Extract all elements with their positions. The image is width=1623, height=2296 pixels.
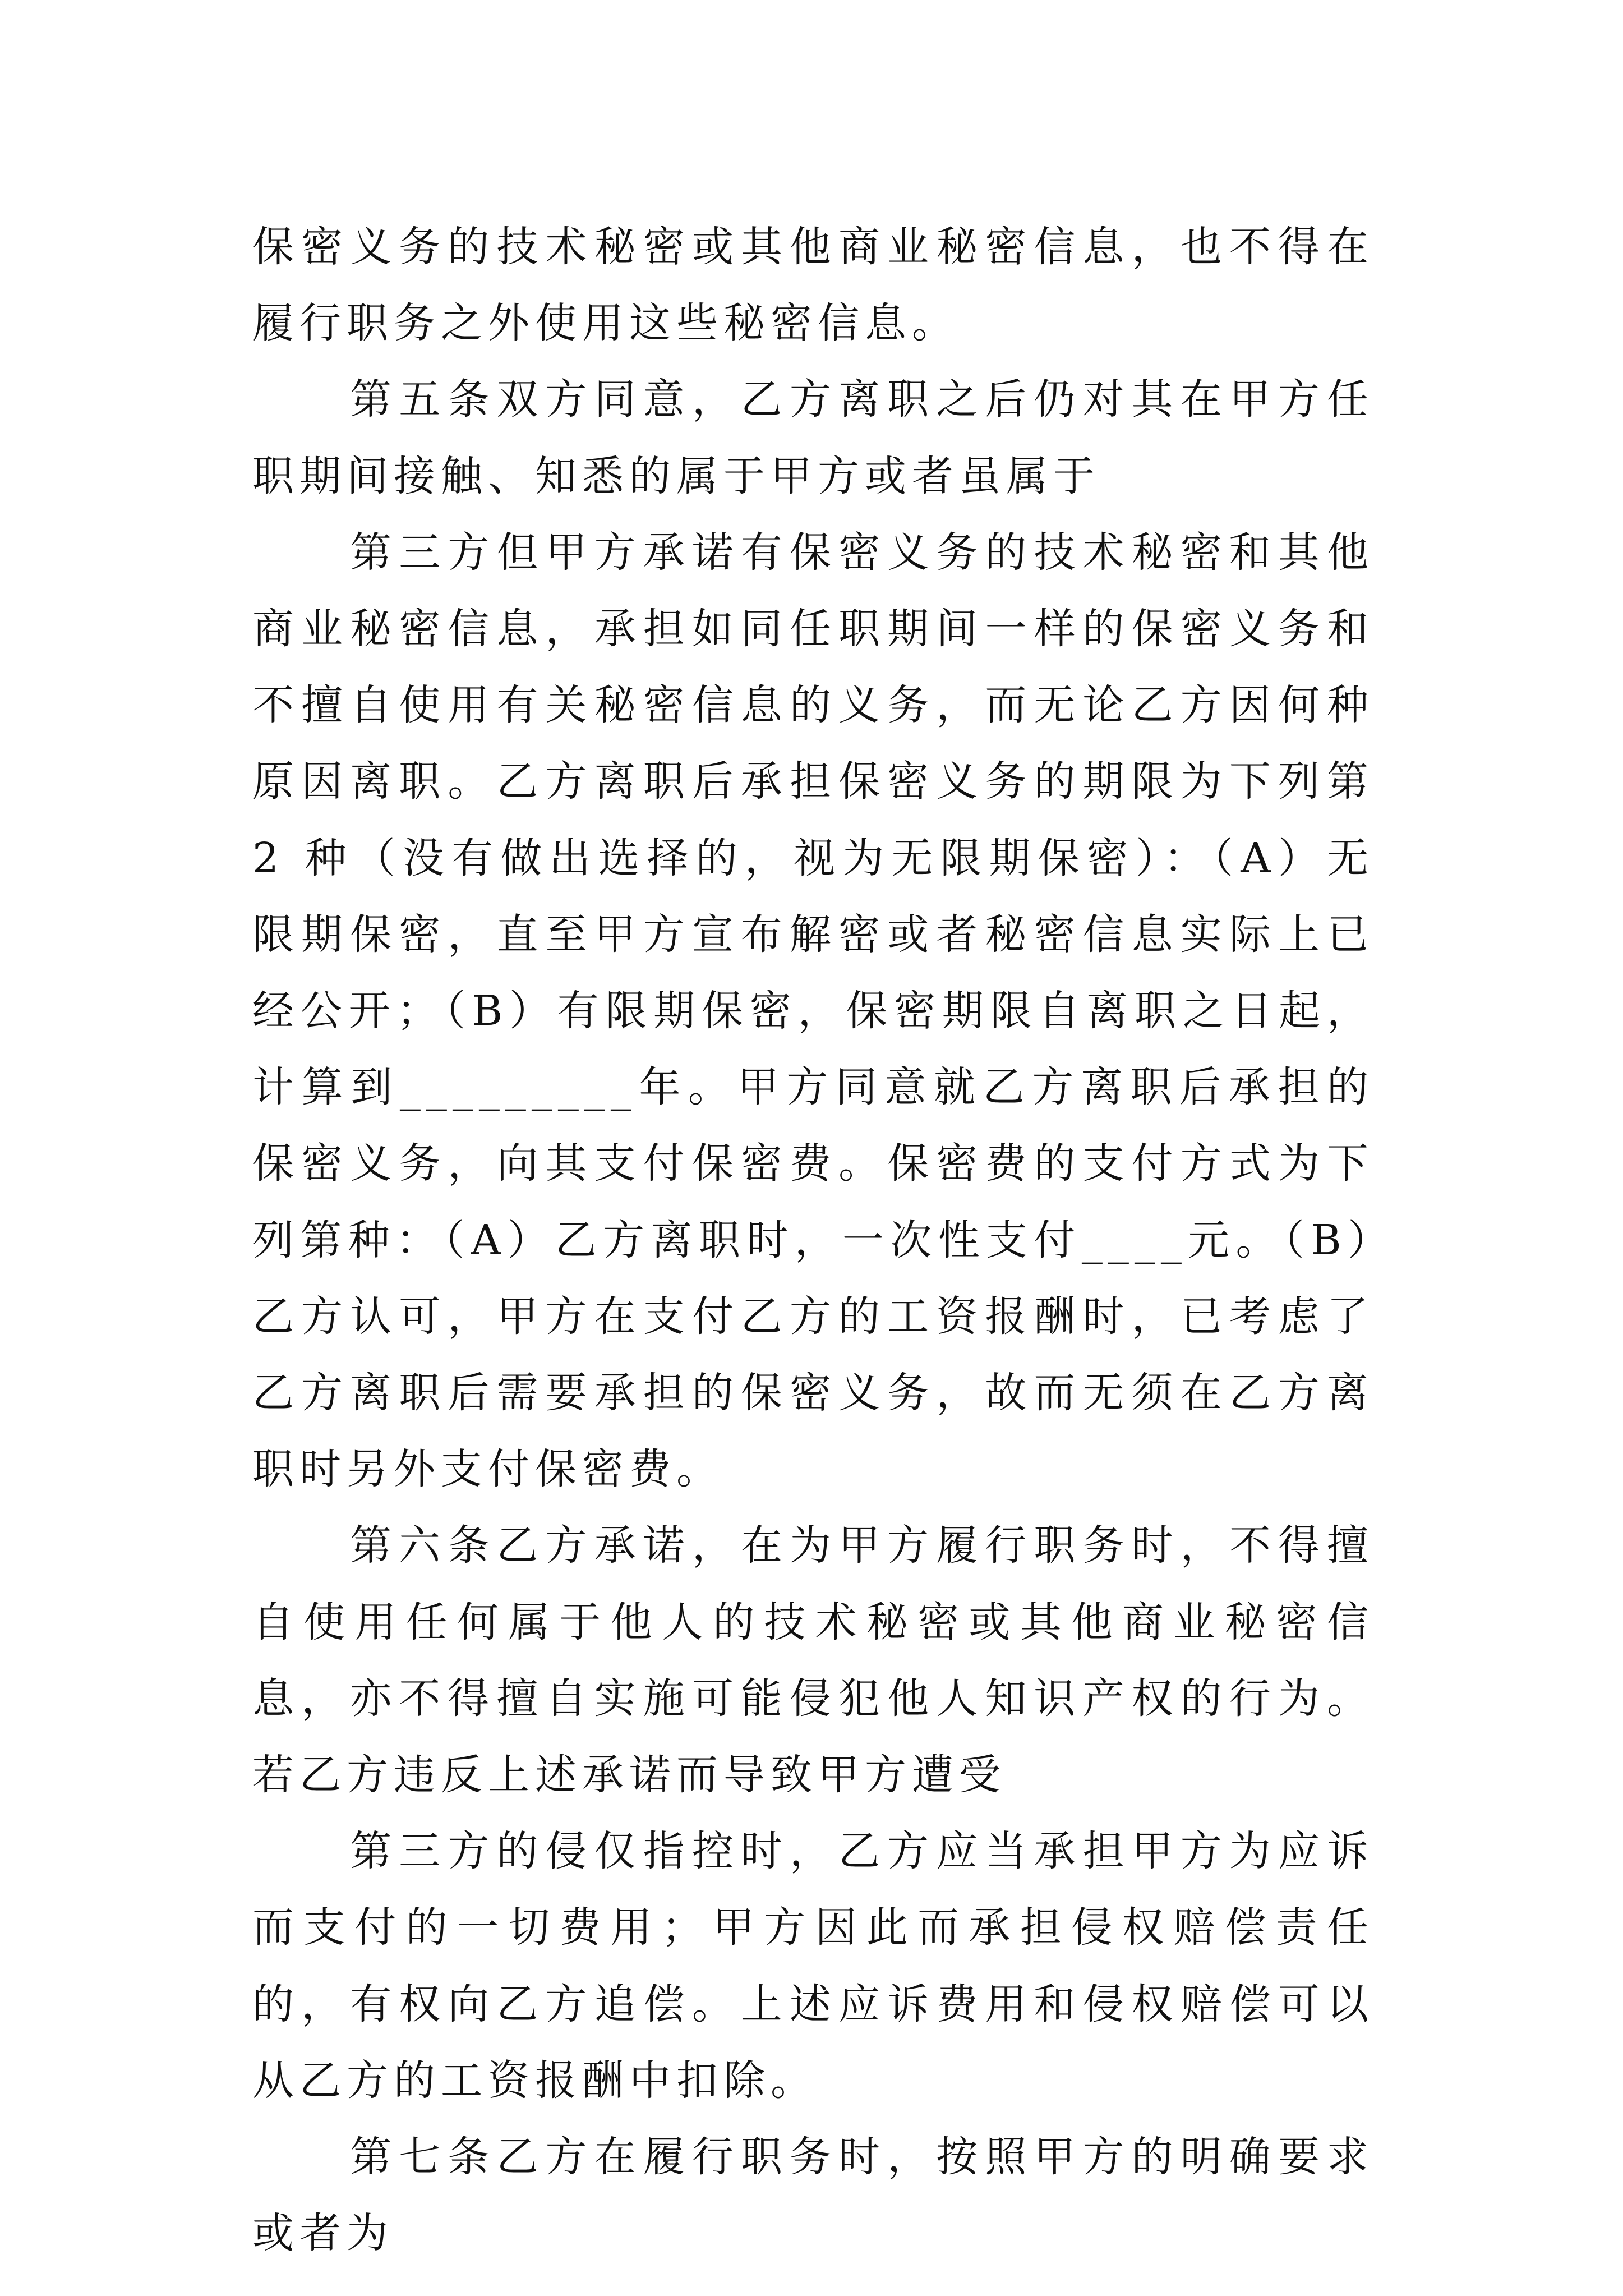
document-body — [252, 209, 1393, 2271]
paragraph-4: 第六条乙方承诺，在为甲方履行职务时，不得擅自使用任何属于他人的技术秘密或其他商业秘密信息，亦不得擅自实施可能侵犯他人知识产权的行为。若乙方违反上述承诺而导致甲方遭受 — [252, 1521, 1374, 1800]
paragraph-2: 第五条双方同意，乙方离职之后仍对其在甲方任职期间接触、知悉的属于甲方或者虽属于 — [252, 375, 1374, 500]
paragraph-1: 保密义务的技术秘密或其他商业秘密信息，也不得在履行职务之外使用这些秘密信息。 — [252, 223, 1374, 348]
paragraph-3: 第三方但甲方承诺有保密义务的技术秘密和其他商业秘密信息，承担如同任职期间一样的保密义务和不擅自使用有关秘密信息的义务，而无论乙方因何种原因离职。乙方离职后承担保密义务的期限为下列第 2 种（没有做出选择的，视为无限期保密）：（A）无限期保密，直至甲方宣布解密或者秘密信息实际上已经公开；（B）有限期保密，保密期限自离职之日起，计算到_________年。甲方同意就乙方离职后承担的保密义务，向其支付保密费。保密费的支付方式为下列第种：（A）乙方离职时，一次性支付____元。（B）乙方认可，甲方在支付乙方的工资报酬时，已考虑了乙方离职后需要承担的保密义务，故而无须在乙方离职时另外支付保密费。 — [252, 528, 1393, 1494]
paragraph-5: 第三方的侵仅指控时，乙方应当承担甲方为应诉而支付的一切费用；甲方因此而承担侵权赔偿责任的，有权向乙方追偿。上述应诉费用和侵权赔偿可以从乙方的工资报酬中扣除。 — [252, 1827, 1374, 2105]
paragraph-6: 第七条乙方在履行职务时，按照甲方的明确要求或者为 — [252, 2133, 1374, 2258]
